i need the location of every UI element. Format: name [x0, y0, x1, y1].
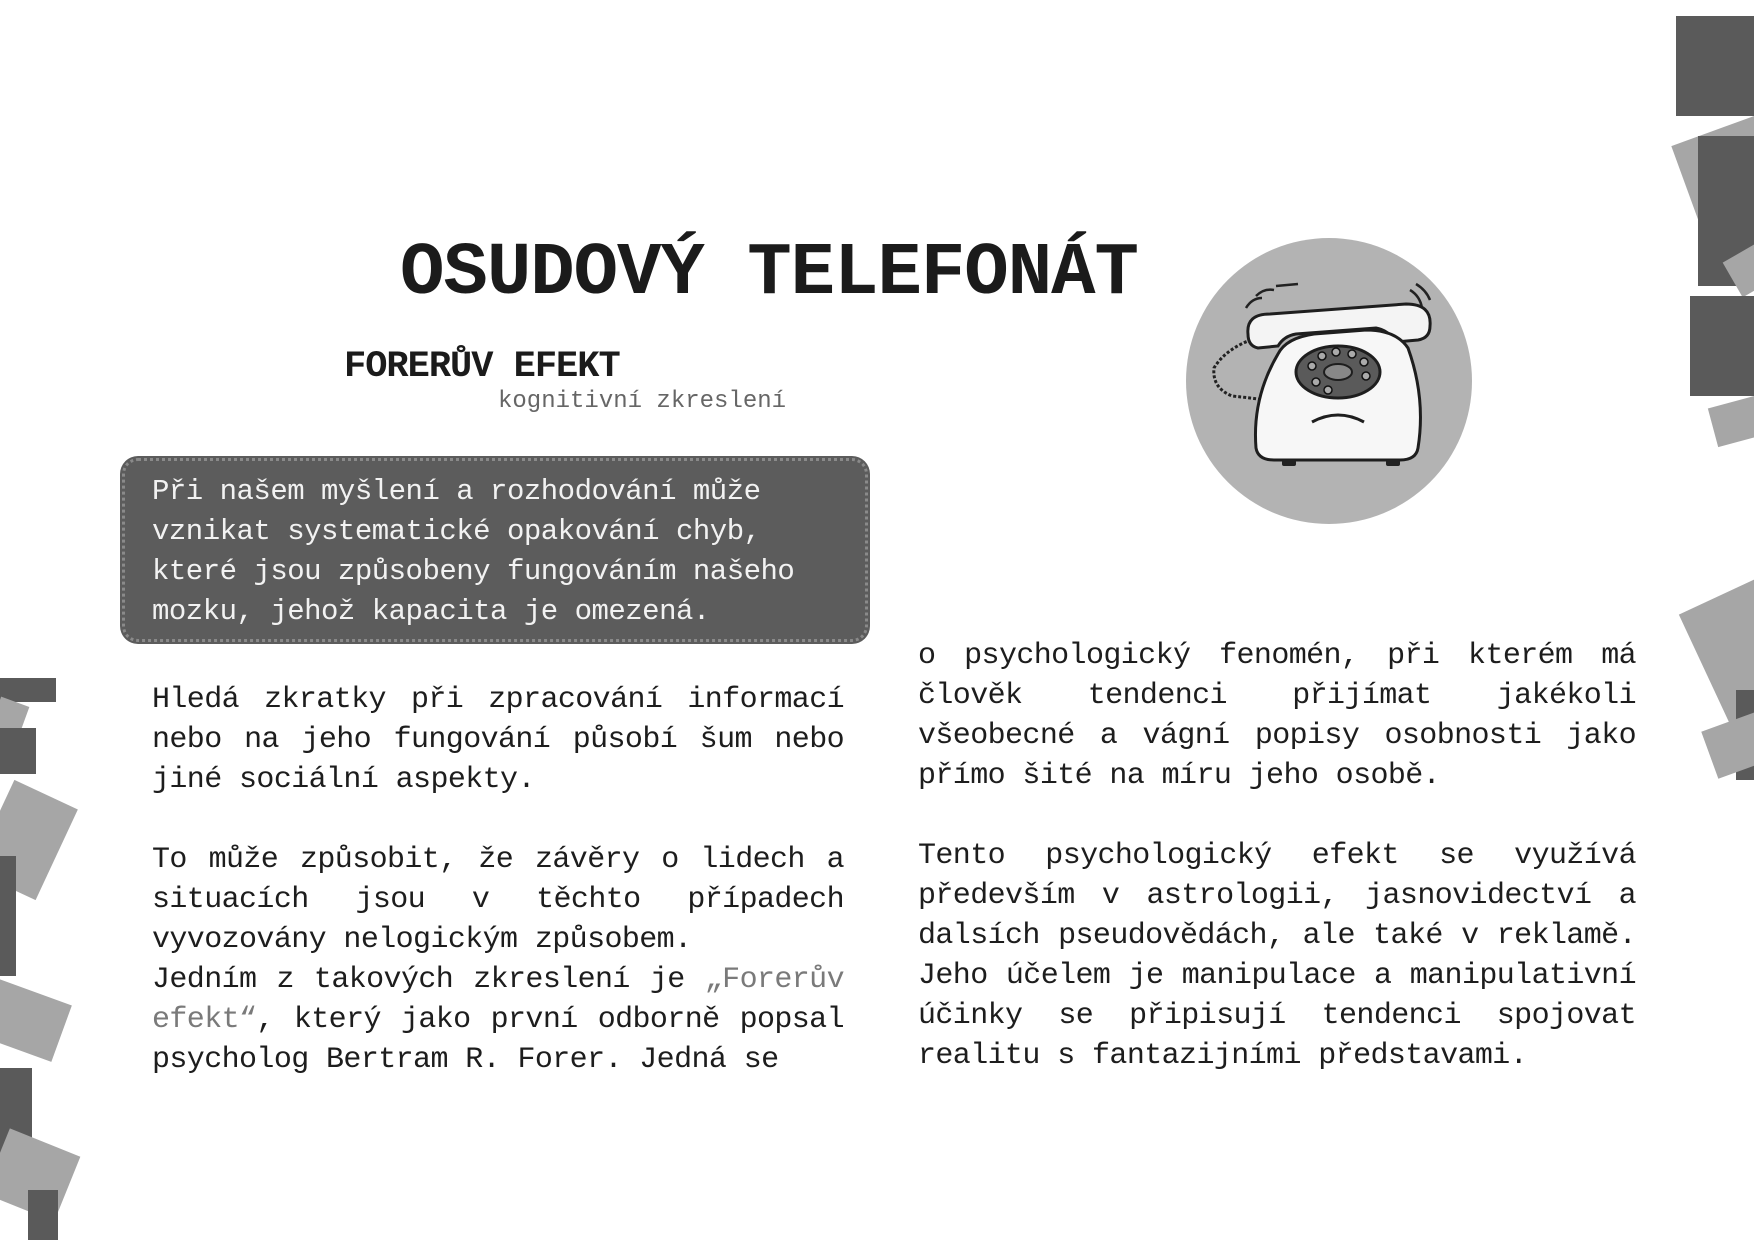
deco-block — [28, 1190, 58, 1240]
category-label: kognitivní zkreslení — [498, 388, 787, 415]
right-column — [918, 636, 1636, 1076]
deco-block — [0, 728, 36, 774]
deco-block — [0, 856, 16, 976]
paragraph — [152, 960, 844, 1080]
page-title: OSUDOVÝ TELEFONÁT — [400, 232, 1138, 316]
deco-block — [1690, 296, 1754, 396]
paragraph: o psychologický fenomén, při kterém má člověk tendenci přijímat jakékoli všeobecné a vágní popisy osobnosti jako přímo šité na míru jeho osobě. — [918, 639, 1636, 793]
paragraph-text: Jedním z takových zkreslení je — [152, 963, 705, 997]
paragraph: Hledá zkratky při zpracování informací nebo na jeho fungování působí šum nebo jiné sociální aspekty. — [152, 683, 844, 797]
deco-block — [1708, 393, 1754, 447]
intro-callout: Při našem myšlení a rozhodování může vznikat systematické opakování chyb, které jsou způsobeny fungováním našeho mozku, jehož kapacita je omezená. — [120, 456, 870, 644]
paragraph: Tento psychologický efekt se využívá především v astrologii, jasnovidectví a dalsích pseudovědách, ale také v reklamě. Jeho účelem je manipulace a manipulativní účinky se připisují tendenci spojovat realitu s fantazijními představami. — [918, 839, 1636, 1073]
highlighted-term: „Forerův efekt“ — [152, 963, 844, 1037]
paragraph: To může způsobit, že závěry o lidech a situacích jsou v těchto případech vyvozovány nelogickým způsobem. — [152, 843, 844, 957]
deco-block — [1701, 711, 1754, 779]
left-column — [152, 680, 844, 1080]
rotary-telephone-icon — [1186, 238, 1472, 524]
deco-block — [1676, 16, 1754, 116]
section-subtitle: FORERŮV EFEKT — [344, 346, 620, 388]
illustration-circle — [1186, 238, 1472, 524]
paragraph-text: , který jako první odborně popsal psycholog Bertram R. Forer. Jedná se — [152, 1003, 844, 1077]
deco-block — [0, 978, 72, 1062]
